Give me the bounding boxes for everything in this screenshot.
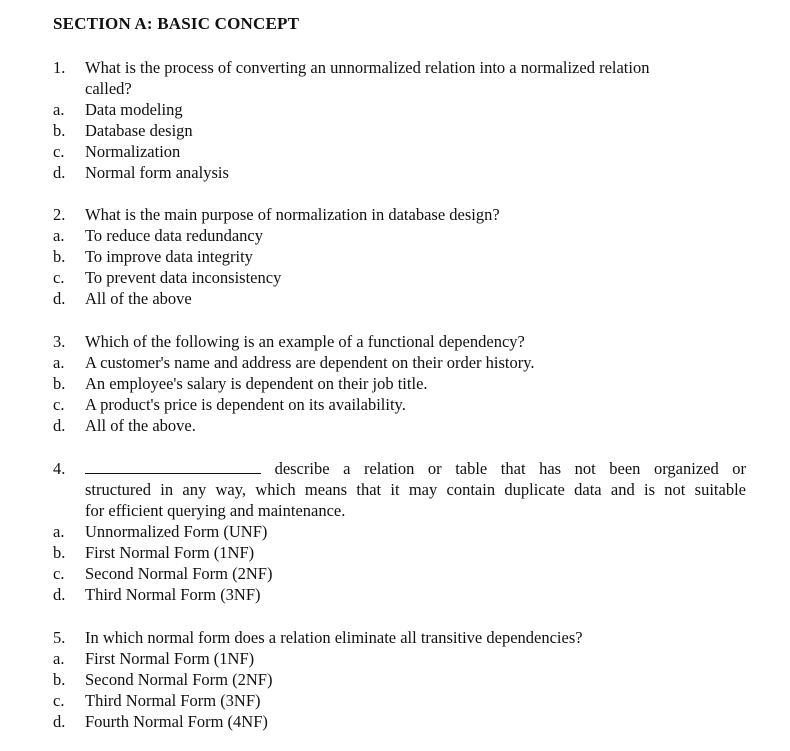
option-text: A customer's name and address are dependent on their order history. xyxy=(85,353,535,372)
option-text: To improve data integrity xyxy=(85,247,253,266)
option-letter: d. xyxy=(53,712,66,731)
option-letter: a. xyxy=(53,649,65,668)
question-text-line: What is the main purpose of normalization in database design? xyxy=(85,205,500,224)
option-letter: c. xyxy=(53,691,65,710)
option-text: All of the above xyxy=(85,289,192,308)
option-text: Second Normal Form (2NF) xyxy=(85,564,273,583)
question-text-line: for efficient querying and maintenance. xyxy=(85,501,346,520)
option-letter: c. xyxy=(53,395,65,414)
option-letter: a. xyxy=(53,226,65,245)
option-text: An employee's salary is dependent on their job title. xyxy=(85,374,428,393)
question-text-line xyxy=(85,458,746,479)
option-text: A product's price is dependent on its availability. xyxy=(85,395,406,414)
option-letter: a. xyxy=(53,522,65,541)
question-number: 3. xyxy=(53,332,66,351)
question-text-line: Which of the following is an example of a functional dependency? xyxy=(85,332,525,351)
option-text: First Normal Form (1NF) xyxy=(85,543,255,562)
option-text: Third Normal Form (3NF) xyxy=(85,691,261,710)
option-letter: b. xyxy=(53,121,66,140)
option-letter: b. xyxy=(53,543,66,562)
question-text-line: called? xyxy=(85,79,132,98)
option-letter: d. xyxy=(53,163,66,182)
option-text: Normalization xyxy=(85,142,181,161)
question-number: 1. xyxy=(53,58,66,77)
option-text: Third Normal Form (3NF) xyxy=(85,585,261,604)
option-text: To reduce data redundancy xyxy=(85,226,263,245)
option-text: Database design xyxy=(85,121,193,140)
option-letter: c. xyxy=(53,564,65,583)
option-letter: d. xyxy=(53,585,66,604)
question-text: describe a relation or table that has not been organized or xyxy=(274,459,747,478)
option-letter: a. xyxy=(53,100,65,119)
option-text: Fourth Normal Form (4NF) xyxy=(85,712,268,731)
question-text-line: What is the process of converting an unnormalized relation into a normalized relation xyxy=(85,58,650,77)
question-number: 2. xyxy=(53,205,66,224)
option-text: Data modeling xyxy=(85,100,183,119)
question-text-line: In which normal form does a relation eliminate all transitive dependencies? xyxy=(85,628,583,647)
option-letter: b. xyxy=(53,670,66,689)
question-text-line: structured in any way, which means that it may contain duplicate data and is not suitable xyxy=(85,480,746,499)
option-text: Normal form analysis xyxy=(85,163,229,182)
option-letter: b. xyxy=(53,247,66,266)
option-text: First Normal Form (1NF) xyxy=(85,649,255,668)
section-title: SECTION A: BASIC CONCEPT xyxy=(53,14,300,33)
option-letter: b. xyxy=(53,374,66,393)
option-letter: c. xyxy=(53,142,65,161)
option-letter: c. xyxy=(53,268,65,287)
question-number: 5. xyxy=(53,628,66,647)
question-number: 4. xyxy=(53,459,66,478)
option-text: Second Normal Form (2NF) xyxy=(85,670,273,689)
option-text: Unnormalized Form (UNF) xyxy=(85,522,268,541)
option-letter: a. xyxy=(53,353,65,372)
fill-in-blank xyxy=(85,458,261,474)
option-text: To prevent data inconsistency xyxy=(85,268,282,287)
option-letter: d. xyxy=(53,416,66,435)
option-text: All of the above. xyxy=(85,416,196,435)
option-letter: d. xyxy=(53,289,66,308)
